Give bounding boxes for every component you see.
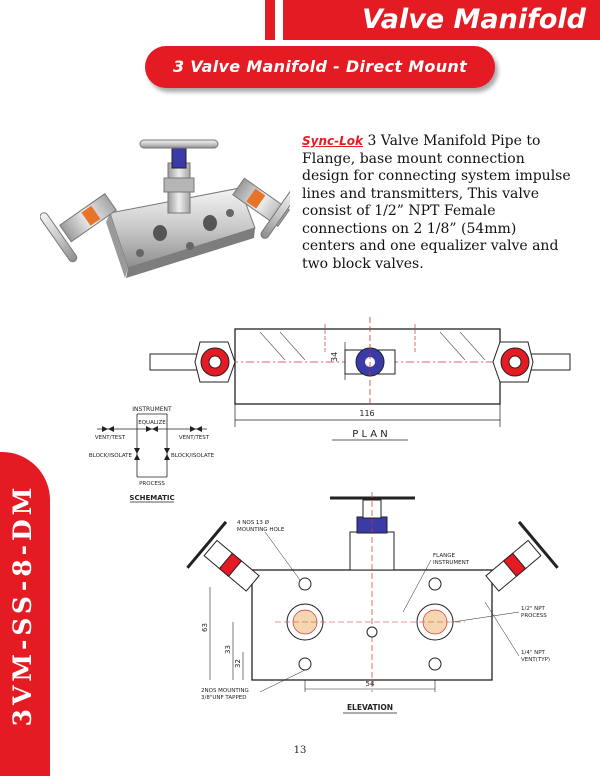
schematic-caption: SCHEMATIC: [129, 494, 175, 502]
elevation-caption: ELEVATION: [346, 703, 394, 712]
schematic-diagram: [82, 402, 222, 504]
schematic-vent-left: VENT/TEST: [94, 435, 126, 441]
elev-tapped-2: 3/8"UNF TAPPED: [201, 695, 247, 701]
plan-dim-height: 34: [330, 351, 339, 362]
product-code: 3VM-SS-8-DM: [8, 483, 37, 727]
elev-dim-54: 54: [365, 680, 375, 688]
product-description: [302, 133, 572, 273]
schematic-block-left: BLOCK/ISOLATE: [88, 453, 132, 459]
section-title: 3 Valve Manifold - Direct Mount: [172, 57, 468, 76]
schematic-block-right: BLOCK/ISOLATE: [171, 453, 215, 459]
elev-dim-32: 32: [234, 659, 242, 668]
elevation-drawing: [165, 492, 585, 717]
elev-npt-process-2: PROCESS: [521, 613, 547, 619]
elev-npt-vent-2: VENT(TYP): [521, 657, 551, 663]
elev-flange-2: INSTRUMENT: [433, 560, 470, 566]
plan-dim-width: 116: [359, 409, 375, 418]
product-photo: [40, 118, 290, 288]
section-banner: [145, 46, 495, 88]
elev-npt-vent: 1/4" NPT: [521, 650, 545, 656]
schematic-instrument: INSTRUMENT: [132, 406, 172, 413]
elev-mounting-hole: 4 NOS 13 Ø: [237, 520, 270, 526]
elev-dim-63: 63: [201, 623, 209, 632]
elev-tapped: 2NOS MOUNTING: [201, 688, 249, 694]
header-bar: [265, 0, 600, 40]
elev-flange: FLANGE: [433, 553, 455, 559]
plan-caption: P L A N: [352, 429, 388, 440]
schematic-equalize: EQUALIZE: [138, 420, 166, 426]
page-title: Valve Manifold: [361, 4, 586, 35]
description-text: 3 Valve Manifold Pipe to Flange, base mount connection design for connecting system impulse lines and transmitters, This valve consist of 1/2” NPT Female connections on 2 1/8” (54mm) centers and one equalizer valve and two block valves.: [302, 133, 571, 272]
page-number: 13: [293, 745, 307, 756]
elev-dim-33: 33: [224, 645, 232, 654]
brand-logo: Sync-Lok: [302, 134, 363, 148]
header-notch: [275, 0, 283, 40]
schematic-process: PROCESS: [139, 481, 165, 487]
elev-mounting-hole-2: MOUNTING HOLE: [237, 527, 285, 533]
schematic-vent-right: VENT/TEST: [178, 435, 210, 441]
elev-npt-process: 1/2" NPT: [521, 606, 545, 612]
